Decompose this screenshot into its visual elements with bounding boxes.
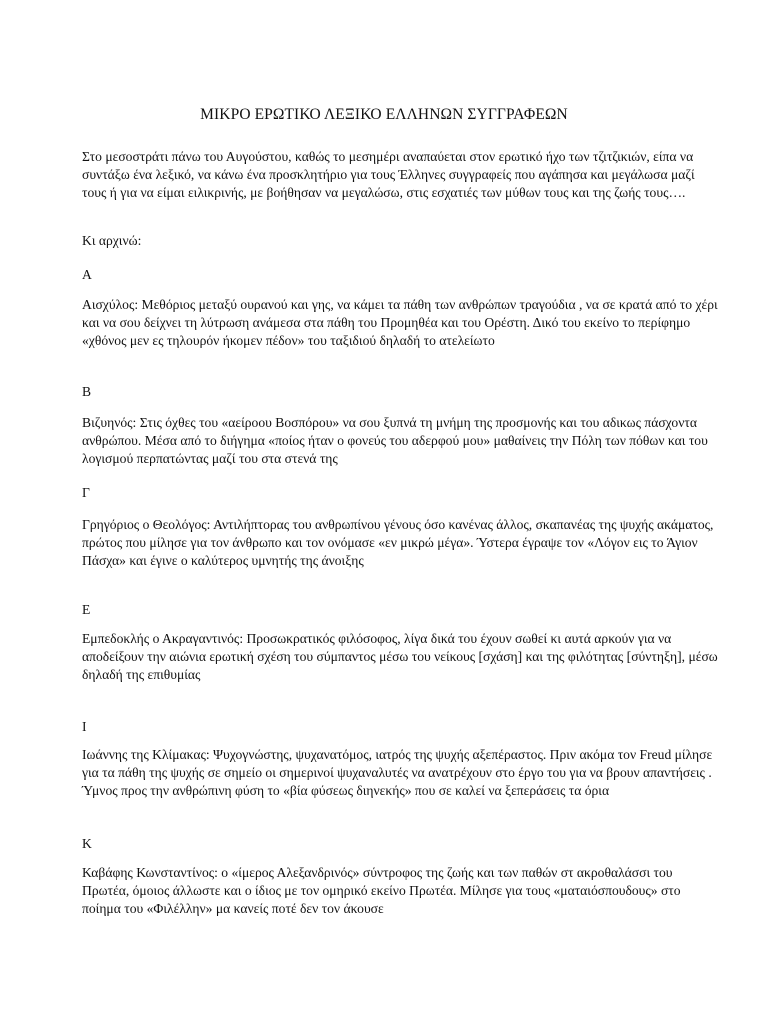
section-entry-e: Εμπεδοκλής ο Ακραγαντινός: Προσωκρατικός φιλόσοφος, λίγα δικά του έχουν σωθεί κι αυτά αρκούν για να αποδείξουν την αιώνια ερωτική σχέση του σύμπαντος μέσω του νείκους [σχάση] και της φιλότητας [σύντηξη], μέσω δηλαδή της επιθυμίας <box>82 631 718 682</box>
intro-paragraph: Στο μεσοστράτι πάνω του Αυγούστου, καθώς το μεσημέρι αναπαύεται στον ερωτικό ήχο των τζιτζικιών, είπα να συντάξω ένα λεξικό, να κάνω ένα προσκλητήριο για τους Έλληνες συγγραφείς που αγάπησα και μεγάλωσα μαζί τους ή για να είμαι ειλικρινής, με βοήθησαν να μεγαλώσω, στις εσχατιές των μύθων τους και της ζωής τους…. <box>82 149 695 200</box>
section-letter-k: Κ <box>82 836 92 851</box>
section-letter-a: Α <box>82 267 92 282</box>
section-entry-a: Αισχύλος: Μεθόριος μεταξύ ουρανού και γης, να κάμει τα πάθη των ανθρώπων τραγούδια , να σε κρατά από το χέρι και να σου δείχνει τη λύτρωση ανάμεσα στα πάθη του Προμηθέα και του Ορέστη. Δικό του εκείνο το περίφημο «χθόνος μεν ες τηλουρόν ήκομεν πέδον» του ταξιδιού δηλαδή το ατελείωτο <box>82 297 718 348</box>
section-entry-i: Ιωάννης της Κλίμακας: Ψυχογνώστης, ψυχανατόμος, ιατρός της ψυχής αξεπέραστος. Πριν ακόμα τον Freud μίλησε για τα πάθη της ψυχής σε σημείο οι σημερινοί ψυχαναλυτές να ανατρέχουν στο έργο του για να βρουν απαντήσεις . Ύμνος προς την ανθρώπινη φύση το «βία φύσεως διηνεκής» που σε καλεί να ξεπεράσεις τα όρια <box>82 747 713 798</box>
section-letter-i: Ι <box>82 719 87 734</box>
section-letter-e: Ε <box>82 602 91 617</box>
section-entry-b: Βιζυηνός: Στις όχθες του «αείροου Βοσπόρου» να σου ξυπνά τη μνήμη της προσμονής και του αδικως πάσχοντα ανθρώπου. Μέσα από το διήγημα «ποίος ήταν ο φονεύς του αδερφού μου» μαθαίνεις την Πόλη των πόθων και του λογισμού περπατώντας μαζί του στα στενά της <box>82 415 708 466</box>
section-entry-k: Καβάφης Κωνσταντίνος: ο «ίμερος Αλεξανδρινός» σύντροφος της ζωής και των παθών στ ακροθαλάσσι του Πρωτέα, όμοιος άλλωστε και ο ίδιος με τον ομηρικό εκείνο Πρωτέα. Μίλησε για τους «ματαιόσπουδους» στο ποίημα του «Φιλέλλην» μα κανείς ποτέ δεν τον άκουσε <box>82 865 681 916</box>
section-entry-g: Γρηγόριος ο Θεολόγος: Αντιλήπτορας του ανθρωπίνου γένους όσο κανένας άλλος, σκαπανέας της ψυχής ακάματος, πρώτος που μίλησε για τον άνθρωπο και τον ονόμασε «εν μικρώ μέγα». Ύστερα έγραψε τον «Λόγον εις το Άγιον Πάσχα» και έγινε ο καλύτερος υμνητής της άνοιξης <box>82 517 714 568</box>
document-title: ΜΙΚΡΟ ΕΡΩΤΙΚΟ ΛΕΞΙΚΟ ΕΛΛΗΝΩΝ ΣΥΓΓΡΑΦΕΩΝ <box>200 106 568 123</box>
start-line: Κι αρχινώ: <box>82 233 142 248</box>
section-letter-b: Β <box>82 384 92 399</box>
section-letter-g: Γ <box>82 485 90 500</box>
